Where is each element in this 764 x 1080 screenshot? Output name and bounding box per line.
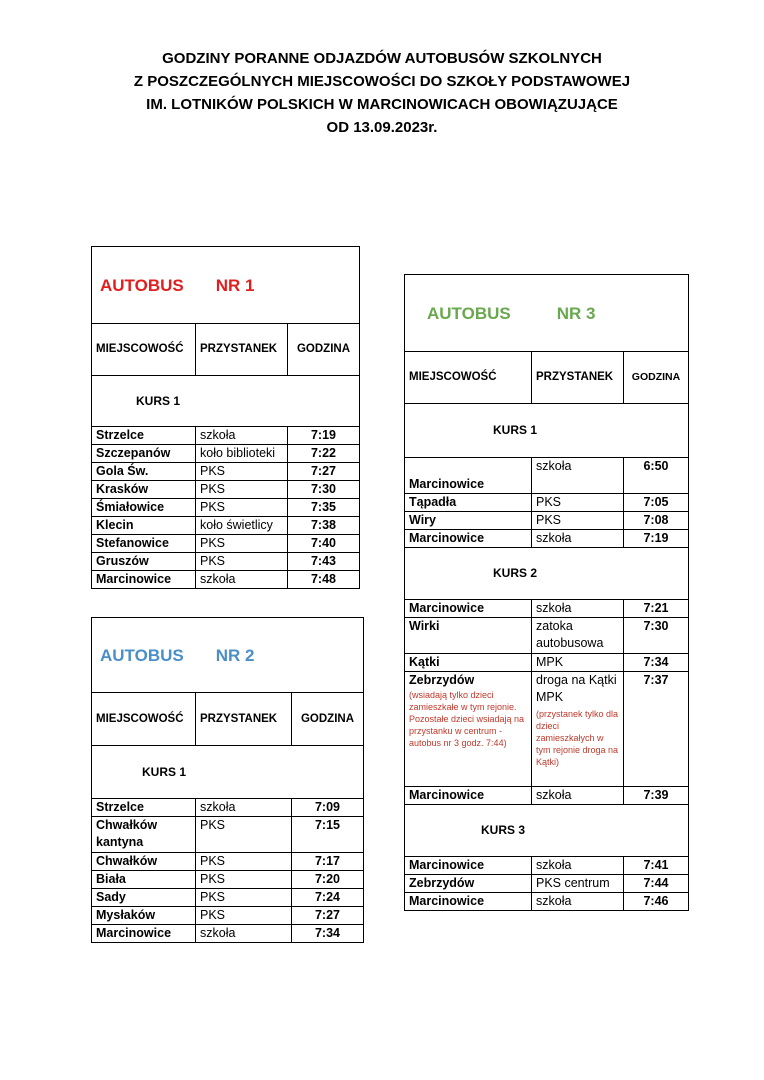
row-place: Krasków bbox=[92, 481, 196, 499]
row-time: 7:22 bbox=[288, 445, 360, 463]
row-stop: szkoła bbox=[532, 893, 624, 911]
table-row bbox=[92, 481, 360, 499]
row-place: Biała bbox=[92, 871, 196, 889]
table-row bbox=[92, 799, 364, 817]
bus1-nr: NR 1 bbox=[215, 275, 255, 295]
row-place: Strzelce bbox=[92, 427, 196, 445]
row-stop: szkoła bbox=[196, 427, 288, 445]
col-time: GODZINA bbox=[624, 352, 689, 404]
row-stop: koło biblioteki bbox=[196, 445, 288, 463]
table-row bbox=[92, 535, 360, 553]
row-stop: PKS bbox=[532, 512, 624, 530]
row-stop: PKS bbox=[196, 499, 288, 517]
row-place: Marcinowice bbox=[405, 857, 532, 875]
row-place: Marcinowice bbox=[405, 600, 532, 618]
row-stop: szkoła bbox=[196, 571, 288, 589]
row-time: 7:24 bbox=[292, 889, 364, 907]
kurs-label: KURS 1 bbox=[493, 423, 538, 437]
row-stop: koło świetlicy bbox=[196, 517, 288, 535]
bus2-table bbox=[91, 617, 364, 943]
row-place: Wirki bbox=[405, 618, 532, 654]
bus2-kurs1 bbox=[92, 746, 364, 799]
row-stop: PKS bbox=[196, 907, 292, 925]
row-stop bbox=[532, 672, 624, 787]
place-name: Zebrzydów bbox=[409, 673, 475, 687]
bus3-column-headers bbox=[405, 352, 689, 404]
document-title bbox=[0, 47, 764, 139]
table-row bbox=[405, 787, 689, 805]
row-time: 7:48 bbox=[288, 571, 360, 589]
row-stop: PKS bbox=[196, 871, 292, 889]
row-time: 7:41 bbox=[624, 857, 689, 875]
row-stop: PKS bbox=[196, 481, 288, 499]
table-row bbox=[405, 654, 689, 672]
bus3-kurs3 bbox=[405, 805, 689, 857]
row-place: Zebrzydów bbox=[405, 875, 532, 893]
row-place: Tąpadła bbox=[405, 494, 532, 512]
row-time: 7:15 bbox=[292, 817, 364, 853]
title-line-4: OD 13.09.2023r. bbox=[326, 119, 438, 136]
row-place: Stefanowice bbox=[92, 535, 196, 553]
row-time: 7:38 bbox=[288, 517, 360, 535]
row-stop: PKS bbox=[196, 535, 288, 553]
row-place: Gruszów bbox=[92, 553, 196, 571]
col-place: MIEJSCOWOŚĆ bbox=[92, 693, 196, 746]
table-row bbox=[92, 853, 364, 871]
stop-note: (przystanek tylko dla dzieci zamieszkałych w tym rejonie droga na Kątki) bbox=[536, 709, 619, 767]
row-time: 7:21 bbox=[624, 600, 689, 618]
col-time: GODZINA bbox=[288, 324, 360, 376]
table-row bbox=[405, 530, 689, 548]
row-time: 7:19 bbox=[624, 530, 689, 548]
row-time: 7:30 bbox=[624, 618, 689, 654]
table-row bbox=[92, 463, 360, 481]
row-time: 7:40 bbox=[288, 535, 360, 553]
kurs-label: KURS 1 bbox=[136, 393, 181, 408]
row-place: Szczepanów bbox=[92, 445, 196, 463]
col-stop: PRZYSTANEK bbox=[532, 352, 624, 404]
table-row bbox=[405, 893, 689, 911]
title-line-3: IM. LOTNIKÓW POLSKICH W MARCINOWICACH OBOWIĄZUJĄCE bbox=[146, 96, 618, 113]
row-place: Marcinowice bbox=[405, 530, 532, 548]
row-place: Marcinowice bbox=[405, 458, 532, 494]
row-stop: PKS bbox=[196, 889, 292, 907]
row-place: Kątki bbox=[405, 654, 532, 672]
row-stop: PKS bbox=[196, 853, 292, 871]
bus1-table bbox=[91, 246, 360, 589]
row-place: Chwałków bbox=[92, 853, 196, 871]
table-row bbox=[405, 458, 689, 494]
row-stop: szkoła bbox=[196, 799, 292, 817]
row-time: 7:37 bbox=[624, 672, 689, 787]
bus1-column-headers bbox=[92, 324, 360, 376]
row-stop: szkoła bbox=[532, 787, 624, 805]
title-line-1: GODZINY PORANNE ODJAZDÓW AUTOBUSÓW SZKOLNYCH bbox=[162, 50, 602, 67]
table-row bbox=[92, 907, 364, 925]
table-row bbox=[405, 618, 689, 654]
bus3-nr: NR 3 bbox=[556, 303, 596, 323]
bus2-column-headers bbox=[92, 693, 364, 746]
row-stop: szkoła bbox=[196, 925, 292, 943]
row-stop: szkoła bbox=[532, 857, 624, 875]
kurs-label: KURS 2 bbox=[493, 566, 538, 580]
row-place: Chwałków kantyna bbox=[92, 817, 196, 853]
kurs-label: KURS 1 bbox=[142, 764, 187, 779]
table-row-zebrzydow bbox=[405, 672, 689, 787]
bus3-table bbox=[404, 274, 689, 911]
row-time: 7:44 bbox=[624, 875, 689, 893]
bus1-header bbox=[92, 247, 360, 324]
table-row bbox=[92, 553, 360, 571]
table-row bbox=[405, 600, 689, 618]
bus3-header bbox=[405, 275, 689, 352]
row-time: 7:20 bbox=[292, 871, 364, 889]
table-row bbox=[92, 817, 364, 853]
table-row bbox=[405, 875, 689, 893]
row-place: Sady bbox=[92, 889, 196, 907]
bus2-header bbox=[92, 618, 364, 693]
table-row bbox=[92, 871, 364, 889]
table-row bbox=[92, 427, 360, 445]
row-stop: MPK bbox=[532, 654, 624, 672]
row-stop: szkoła bbox=[532, 530, 624, 548]
row-place: Marcinowice bbox=[405, 893, 532, 911]
row-time: 7:27 bbox=[288, 463, 360, 481]
bus3-kurs2 bbox=[405, 548, 689, 600]
bus2-nr: NR 2 bbox=[215, 645, 255, 665]
row-stop: szkoła bbox=[532, 458, 624, 494]
bus1-label: AUTOBUS bbox=[100, 275, 184, 295]
row-time: 7:19 bbox=[288, 427, 360, 445]
table-row bbox=[405, 494, 689, 512]
row-place bbox=[405, 672, 532, 787]
row-time: 7:17 bbox=[292, 853, 364, 871]
table-row bbox=[405, 512, 689, 530]
place-note: (wsiadają tylko dzieci zamieszkałe w tym rejonie. Pozostałe dzieci wsiadają na przystanku w centrum -autobus nr 3 godz. 7:44) bbox=[409, 690, 525, 748]
row-place: Marcinowice bbox=[92, 925, 196, 943]
col-place: MIEJSCOWOŚĆ bbox=[405, 352, 532, 404]
row-time: 7:30 bbox=[288, 481, 360, 499]
row-place: Wiry bbox=[405, 512, 532, 530]
row-time: 7:09 bbox=[292, 799, 364, 817]
row-time: 7:34 bbox=[292, 925, 364, 943]
row-stop: zatoka autobusowa bbox=[532, 618, 624, 654]
row-place: Marcinowice bbox=[405, 787, 532, 805]
row-stop: szkoła bbox=[532, 600, 624, 618]
bus2-label: AUTOBUS bbox=[100, 645, 184, 665]
table-row bbox=[92, 925, 364, 943]
row-place: Gola Św. bbox=[92, 463, 196, 481]
row-time: 7:35 bbox=[288, 499, 360, 517]
row-time: 7:05 bbox=[624, 494, 689, 512]
row-time: 7:43 bbox=[288, 553, 360, 571]
bus3-kurs1 bbox=[405, 404, 689, 458]
row-place: Klecin bbox=[92, 517, 196, 535]
table-row bbox=[92, 571, 360, 589]
bus1-kurs1 bbox=[92, 376, 360, 427]
col-stop: PRZYSTANEK bbox=[196, 324, 288, 376]
row-stop: PKS bbox=[532, 494, 624, 512]
bus3-label: AUTOBUS bbox=[427, 303, 511, 323]
col-place: MIEJSCOWOŚĆ bbox=[92, 324, 196, 376]
row-time: 7:08 bbox=[624, 512, 689, 530]
title-line-2: Z POSZCZEGÓLNYCH MIEJSCOWOŚCI DO SZKOŁY PODSTAWOWEJ bbox=[133, 73, 631, 90]
row-place: Śmiałowice bbox=[92, 499, 196, 517]
row-stop: PKS bbox=[196, 463, 288, 481]
row-time: 7:27 bbox=[292, 907, 364, 925]
table-row bbox=[92, 889, 364, 907]
row-time: 7:39 bbox=[624, 787, 689, 805]
row-stop: PKS centrum bbox=[532, 875, 624, 893]
col-stop: PRZYSTANEK bbox=[196, 693, 292, 746]
table-row bbox=[405, 857, 689, 875]
row-stop: PKS bbox=[196, 553, 288, 571]
table-row bbox=[92, 445, 360, 463]
row-place: Marcinowice bbox=[92, 571, 196, 589]
col-time: GODZINA bbox=[292, 693, 364, 746]
table-row bbox=[92, 499, 360, 517]
row-place: Strzelce bbox=[92, 799, 196, 817]
stop-name: droga na Kątki MPK bbox=[536, 673, 617, 704]
row-time: 6:50 bbox=[624, 458, 689, 494]
row-time: 7:46 bbox=[624, 893, 689, 911]
row-place: Mysłaków bbox=[92, 907, 196, 925]
kurs-label: KURS 3 bbox=[481, 823, 526, 837]
row-stop: PKS bbox=[196, 817, 292, 853]
table-row bbox=[92, 517, 360, 535]
row-time: 7:34 bbox=[624, 654, 689, 672]
